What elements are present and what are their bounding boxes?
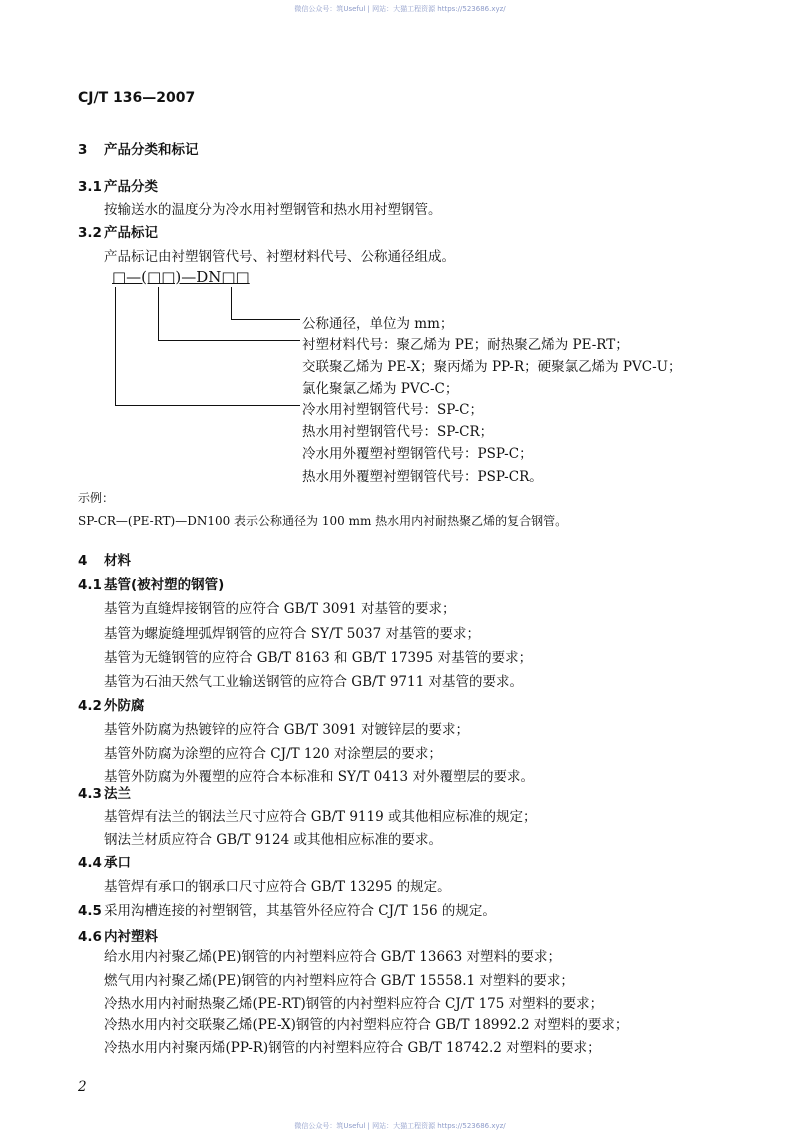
paragraph: 基管外防腐为外覆塑的应符合本标准和 SY/T 0413 对外覆塑层的要求。 — [104, 769, 534, 785]
paragraph: 基管焊有承口的钢承口尺寸应符合 GB/T 13295 的规定。 — [104, 879, 451, 895]
legend-line: 冷水用衬塑钢管代号：SP-C； — [302, 402, 483, 418]
paragraph: 冷热水用内衬聚丙烯(PP-R)钢管的内衬塑料应符合 GB/T 18742.2 对塑料的要求； — [104, 1040, 601, 1056]
section-3-heading: 3 产品分类和标记 — [78, 142, 199, 158]
paragraph: 产品标记由衬塑钢管代号、衬塑材料代号、公称通径组成。 — [104, 249, 455, 265]
leader-line — [115, 287, 300, 406]
example-text: SP-CR—(PE-RT)—DN100 表示公称通径为 100 mm 热水用内衬耐热聚乙烯的复合钢管。 — [78, 514, 568, 528]
watermark-top: 微信公众号：筑Useful | 网站：大猫工程资源 https://523686.xyz/ — [294, 5, 506, 13]
paragraph: 基管外防腐为涂塑的应符合 CJ/T 120 对涂塑层的要求； — [104, 746, 442, 762]
paragraph: 按输送水的温度分为冷水用衬塑钢管和热水用衬塑钢管。 — [104, 202, 442, 218]
standard-header: CJ/T 136—2007 — [78, 90, 196, 106]
section-4-6-heading: 4.6 内衬塑料 — [78, 929, 158, 945]
section-4-5: 4.5 采用沟槽连接的衬塑钢管，其基管外径应符合 CJ/T 156 的规定。 — [78, 903, 496, 919]
legend-line: 氯化聚氯乙烯为 PVC-C； — [302, 381, 459, 397]
paragraph: 基管为直缝焊接钢管的应符合 GB/T 3091 对基管的要求； — [104, 601, 456, 617]
example-label: 示例： — [78, 491, 115, 505]
paragraph: 冷热水用内衬交联聚乙烯(PE-X)钢管的内衬塑料应符合 GB/T 18992.2 对塑料的要求； — [104, 1017, 629, 1033]
paragraph: 基管焊有法兰的钢法兰尺寸应符合 GB/T 9119 或其他相应标准的规定； — [104, 809, 537, 825]
section-3-2-heading: 3.2 产品标记 — [78, 225, 158, 241]
paragraph: 基管为螺旋缝埋弧焊钢管的应符合 SY/T 5037 对基管的要求； — [104, 626, 480, 642]
legend-line: 衬塑材料代号：聚乙烯为 PE；耐热聚乙烯为 PE-RT； — [302, 337, 629, 353]
paragraph: 钢法兰材质应符合 GB/T 9124 或其他相应标准的要求。 — [104, 832, 442, 848]
marking-formula: □—(□□)—DN□□ — [112, 268, 250, 286]
paragraph: 燃气用内衬聚乙烯(PE)钢管的内衬塑料应符合 GB/T 15558.1 对塑料的要求； — [104, 973, 574, 989]
section-3-1-heading: 3.1 产品分类 — [78, 179, 158, 195]
legend-line: 公称通径，单位为 mm； — [302, 316, 454, 332]
paragraph: 基管为无缝钢管的应符合 GB/T 8163 和 GB/T 17395 对基管的要求； — [104, 650, 533, 666]
paragraph: 给水用内衬聚乙烯(PE)钢管的内衬塑料应符合 GB/T 13663 对塑料的要求； — [104, 949, 562, 965]
section-4-2-heading: 4.2 外防腐 — [78, 698, 145, 714]
section-4-heading: 4 材料 — [78, 553, 131, 569]
paragraph: 基管外防腐为热镀锌的应符合 GB/T 3091 对镀锌层的要求； — [104, 722, 469, 738]
paragraph: 冷热水用内衬耐热聚乙烯(PE-RT)钢管的内衬塑料应符合 CJ/T 175 对塑料的要求； — [104, 996, 604, 1012]
page-number: 2 — [78, 1079, 87, 1095]
legend-line: 交联聚乙烯为 PE-X；聚丙烯为 PP-R；硬聚氯乙烯为 PVC-U； — [302, 359, 682, 375]
legend-line: 热水用衬塑钢管代号：SP-CR； — [302, 424, 494, 440]
paragraph: 基管为石油天然气工业输送钢管的应符合 GB/T 9711 对基管的要求。 — [104, 674, 523, 690]
legend-line: 冷水用外覆塑衬塑钢管代号：PSP-C； — [302, 446, 533, 462]
section-4-1-heading: 4.1 基管(被衬塑的钢管) — [78, 577, 225, 593]
watermark-bottom: 微信公众号：筑Useful | 网站：大猫工程资源 https://523686.xyz/ — [294, 1122, 506, 1130]
section-4-3-heading: 4.3 法兰 — [78, 786, 131, 802]
legend-line: 热水用外覆塑衬塑钢管代号：PSP-CR。 — [302, 469, 543, 485]
section-4-4-heading: 4.4 承口 — [78, 855, 131, 871]
